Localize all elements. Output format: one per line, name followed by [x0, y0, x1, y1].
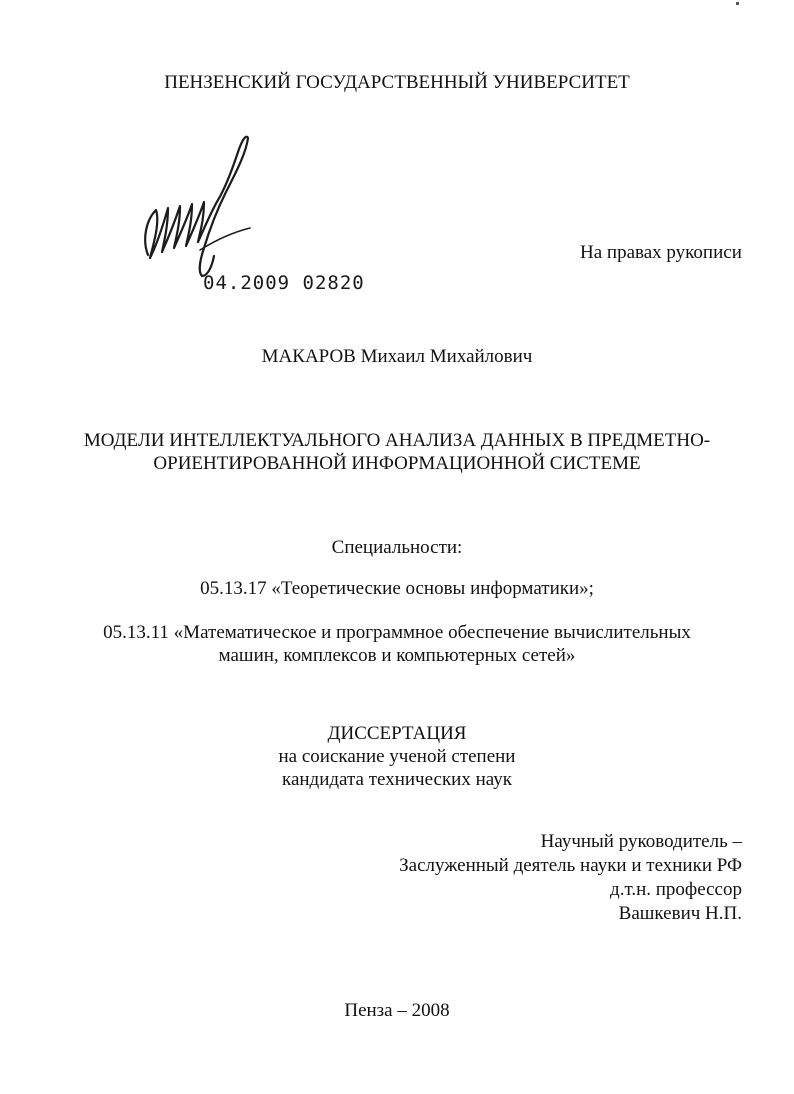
supervisor-line-3: д.т.н. профессор — [610, 879, 742, 900]
specialty-item-2-line-1: 05.13.11 «Математическое и программное обеспечение вычислительных — [103, 622, 691, 643]
supervisor-line-1: Научный руководитель – — [540, 831, 742, 852]
rights-notice: На правах рукописи — [580, 242, 742, 263]
dissertation-label: ДИССЕРТАЦИЯ — [327, 723, 467, 744]
title-line-1: МОДЕЛИ ИНТЕЛЛЕКТУАЛЬНОГО АНАЛИЗА ДАННЫХ В ПРЕДМЕТНО- — [83, 430, 711, 451]
supervisor-line-4: Вашкевич Н.П. — [618, 903, 742, 924]
title-line-2: ОРИЕНТИРОВАННОЙ ИНФОРМАЦИОННОЙ СИСТЕМЕ — [153, 453, 641, 474]
handwritten-signature — [138, 130, 268, 280]
dissertation-line-2: кандидата технических наук — [282, 769, 512, 790]
specialty-item-2-line-2: машин, комплексов и компьютерных сетей» — [218, 645, 576, 666]
dissertation-line-1: на соискание ученой степени — [278, 746, 516, 767]
author-name: МАКАРОВ Михаил Михайлович — [261, 346, 533, 367]
university-header: ПЕНЗЕНСКИЙ ГОСУДАРСТВЕННЫЙ УНИВЕРСИТЕТ — [164, 72, 630, 93]
registration-stamp: 04.2009 02820 — [203, 272, 365, 294]
supervisor-block — [399, 830, 742, 926]
scan-artifact-dot — [736, 2, 739, 5]
supervisor-line-2: Заслуженный деятель науки и техники РФ — [399, 855, 742, 876]
specialty-item-1: 05.13.17 «Теоретические основы информатики»; — [200, 578, 594, 599]
specialties-heading: Специальности: — [331, 537, 463, 558]
city-year: Пенза – 2008 — [344, 1000, 450, 1021]
